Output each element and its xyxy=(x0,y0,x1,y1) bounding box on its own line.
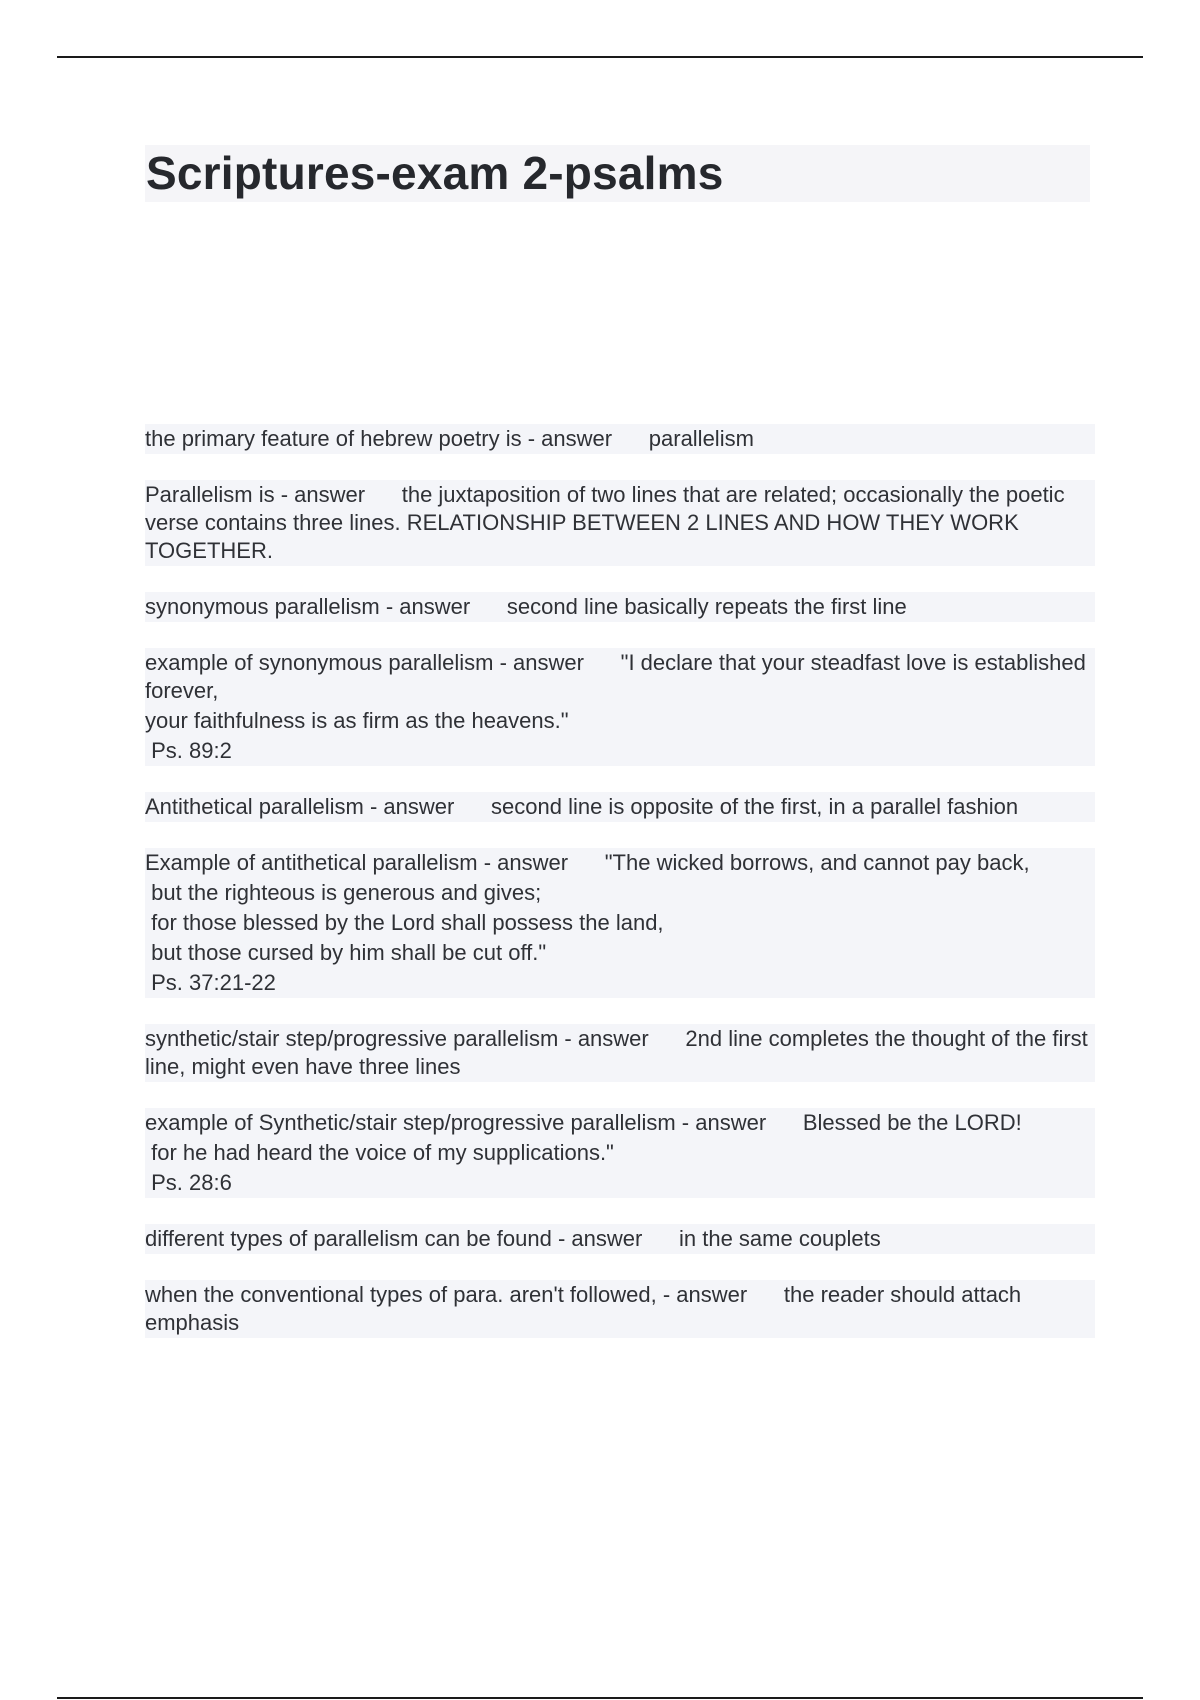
bottom-rule xyxy=(57,1697,1143,1699)
flashcard-line: for he had heard the voice of my supplications." xyxy=(145,1138,1095,1168)
flashcard-line: example of Synthetic/stair step/progressive parallelism - answer Blessed be the LORD! xyxy=(145,1108,1095,1138)
flashcard xyxy=(145,1280,1095,1338)
flashcard-line: Antithetical parallelism - answer second line is opposite of the first, in a parallel fashion xyxy=(145,792,1095,822)
flashcard xyxy=(145,592,1095,622)
flashcard-line: the primary feature of hebrew poetry is - answer parallelism xyxy=(145,424,1095,454)
flashcard-line: Parallelism is - answer the juxtaposition of two lines that are related; occasionally the poetic verse contains three lines. RELATIONSHIP BETWEEN 2 LINES AND HOW THEY WORK TOGETHER. xyxy=(145,480,1095,566)
top-rule xyxy=(57,56,1143,58)
flashcard xyxy=(145,792,1095,822)
flashcard-line: but those cursed by him shall be cut off." xyxy=(145,938,1095,968)
flashcard xyxy=(145,1024,1095,1082)
flashcard-line: Ps. 37:21-22 xyxy=(145,968,1095,998)
flashcard xyxy=(145,480,1095,566)
flashcard-line: Ps. 89:2 xyxy=(145,736,1095,766)
page-title: Scriptures-exam 2-psalms xyxy=(146,147,724,199)
flashcard-line: your faithfulness is as firm as the heavens." xyxy=(145,706,1095,736)
flashcard-line: but the righteous is generous and gives; xyxy=(145,878,1095,908)
flashcard xyxy=(145,848,1095,998)
flashcard-line: example of synonymous parallelism - answer "I declare that your steadfast love is established forever, xyxy=(145,648,1095,706)
flashcard xyxy=(145,648,1095,766)
flashcard-line: synonymous parallelism - answer second line basically repeats the first line xyxy=(145,592,1095,622)
flashcard-line: Ps. 28:6 xyxy=(145,1168,1095,1198)
flashcard-line: different types of parallelism can be found - answer in the same couplets xyxy=(145,1224,1095,1254)
flashcard-list xyxy=(145,424,1095,1364)
flashcard xyxy=(145,1224,1095,1254)
flashcard-line: for those blessed by the Lord shall possess the land, xyxy=(145,908,1095,938)
flashcard-line: synthetic/stair step/progressive parallelism - answer 2nd line completes the thought of the first line, might even have three lines xyxy=(145,1024,1095,1082)
flashcard xyxy=(145,424,1095,454)
flashcard xyxy=(145,1108,1095,1198)
flashcard-line: Example of antithetical parallelism - answer "The wicked borrows, and cannot pay back, xyxy=(145,848,1095,878)
flashcard-line: when the conventional types of para. aren't followed, - answer the reader should attach emphasis xyxy=(145,1280,1095,1338)
